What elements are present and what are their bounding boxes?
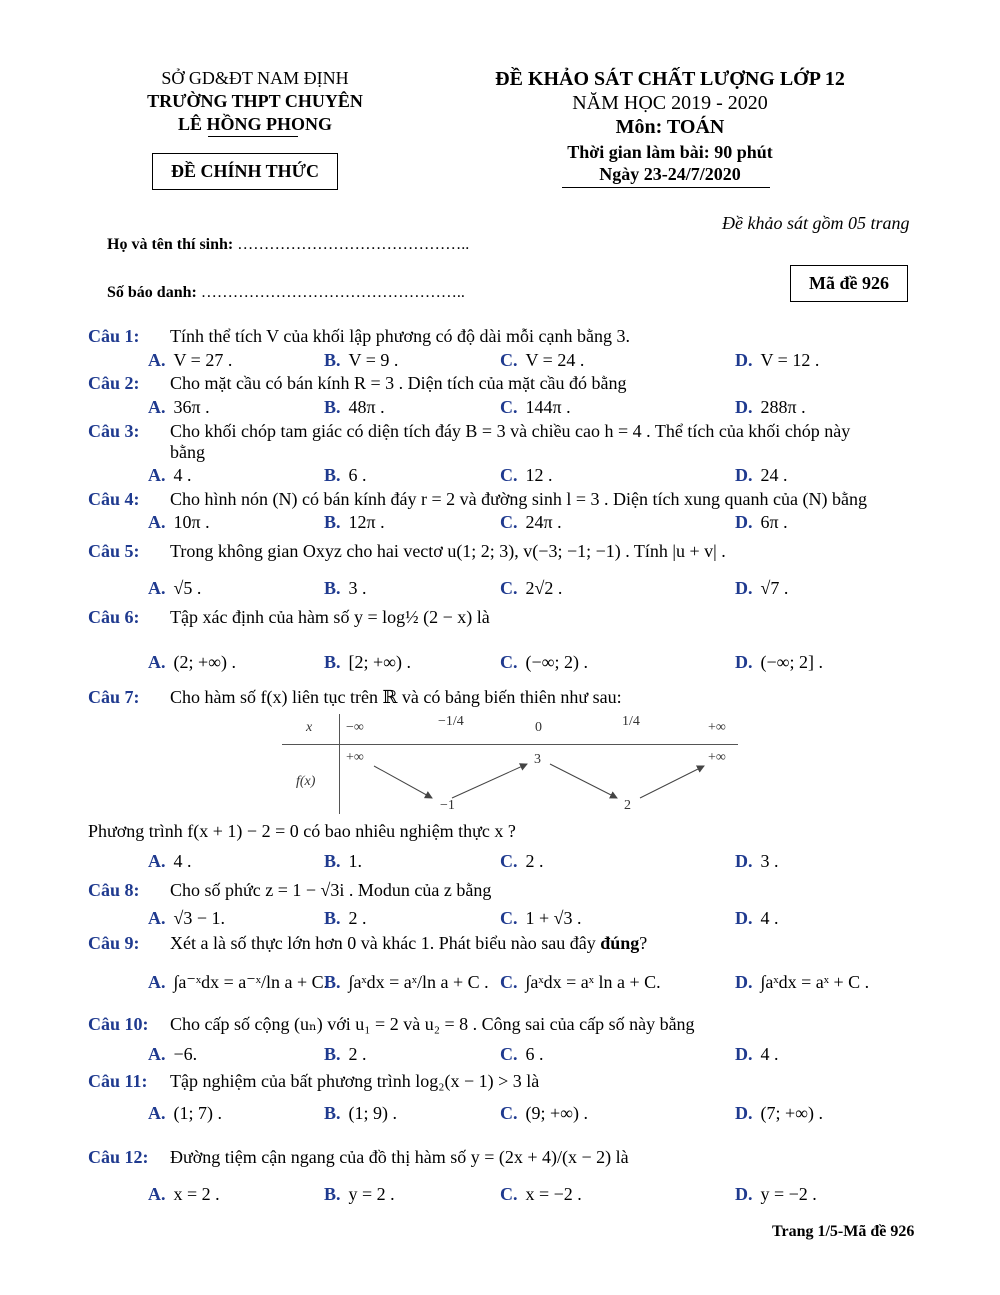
question-number: Câu 9: [88,933,140,953]
option-a: A. (1; 7) . [148,1103,222,1123]
option-b: B. 12π . [324,512,385,532]
option-d: D. 6π . [735,512,788,532]
exam-title: ĐỀ KHẢO SÁT CHẤT LƯỢNG LỚP 12 [495,68,845,90]
x-label: x [306,720,313,735]
candidate-id-line [107,284,465,302]
fx-label: f(x) [296,774,316,789]
option-c: C. 6 . [500,1044,544,1064]
official-exam-box [152,153,338,190]
question-text: Cho hàm số f(x) liên tục trên ℝ và có bảng biến thiên như sau: [170,687,622,707]
question-number: Câu 7: [88,687,140,707]
option-c: C. (9; +∞) . [500,1103,588,1123]
candidate-name-line [107,236,469,254]
option-c: C. 12 . [500,465,553,485]
question-number: Câu 2: [88,373,140,393]
x-value: −∞ [346,720,364,735]
question-4-options [148,512,948,536]
option-b: B. [2; +∞) . [324,652,411,672]
date-underline [562,187,770,188]
question-number: Câu 1: [88,326,140,346]
option-d: D. (7; +∞) . [735,1103,823,1123]
f-value: +∞ [346,750,364,765]
question-text: Cho hình nón (N) có bán kính đáy r = 2 và đường sinh l = 3 . Diện tích xung quanh của (N) bằng [170,489,867,509]
option-d: D. y = −2 . [735,1184,817,1204]
variation-arrows [282,714,738,814]
option-a: A. x = 2 . [148,1184,220,1204]
question-9-options [148,972,948,996]
f-value: 2 [624,798,631,813]
option-d: D. 288π . [735,397,806,417]
variation-table [282,714,738,814]
question-text: Xét a là số thực lớn hơn 0 và khác 1. Phát biểu nào sau đây đúng? [170,933,648,953]
option-a: A. (2; +∞) . [148,652,236,672]
option-b: B. (1; 9) . [324,1103,398,1123]
option-b: B. 2 . [324,908,367,928]
question-text: Cho mặt cầu có bán kính R = 3 . Diện tích của mặt cầu đó bằng [170,373,627,393]
option-c: C. 2 . [500,851,544,871]
exam-code: Mã đề 926 [809,273,889,293]
option-d: D. V = 12 . [735,350,820,370]
question-number: Câu 8: [88,880,140,900]
question-number: Câu 3: [88,421,140,441]
option-b: B. ∫aˣdx = aˣ/ln a + C . [324,972,489,992]
question-text: Tập nghiệm của bất phương trình log₂(x − 1) > 3 là [170,1071,540,1091]
option-b: B. 6 . [324,465,367,485]
option-a: A. ∫a⁻ˣdx = a⁻ˣ/ln a + C. [148,972,329,992]
arrow-decreasing [550,764,617,798]
option-c: C. V = 24 . [500,350,585,370]
option-b: B. 3 . [324,578,367,598]
f-value: 3 [534,752,541,767]
question-6-options [148,652,948,676]
question-text: Cho số phức z = 1 − √3i . Modun của z bằng [170,880,492,900]
pages-note: Đề khảo sát gồm 05 trang [722,213,910,233]
question-12-options [148,1184,948,1208]
question-7-text-cont: Phương trình f(x + 1) − 2 = 0 có bao nhiêu nghiệm thực x ? [88,821,516,841]
question-text: Trong không gian Oxyz cho hai vectơ u(1; 2; 3), v(−3; −1; −1) . Tính |u + v| . [170,541,726,561]
option-c: C. 2√2 . [500,578,563,598]
option-b: B. 1. [324,851,363,871]
option-b: B. 48π . [324,397,385,417]
question-1-options [148,350,948,374]
question-5-options [148,578,948,602]
question-8-options [148,908,948,932]
f-value: +∞ [708,750,726,765]
option-a: A. √3 − 1. [148,908,226,928]
x-value: +∞ [708,720,726,735]
option-b: B. V = 9 . [324,350,399,370]
question-text: Cho cấp số cộng (uₙ) với u₁ = 2 và u₂ = 8 . Công sai của cấp số này bằng [170,1014,695,1034]
question-3-options [148,465,948,489]
option-c: C. x = −2 . [500,1184,582,1204]
arrow-increasing [640,766,704,798]
question-number: Câu 6: [88,607,140,627]
option-d: D. ∫aˣdx = aˣ + C . [735,972,870,992]
question-number: Câu 10: [88,1014,149,1034]
option-a: A. 4 . [148,851,192,871]
f-value: −1 [440,798,455,813]
option-d: D. 4 . [735,1044,779,1064]
subject: Môn: TOÁN [615,116,725,138]
page-footer: Trang 1/5-Mã đề 926 [772,1223,915,1240]
question-2-options [148,397,948,421]
exam-date: Ngày 23-24/7/2020 [599,164,741,184]
option-d: D. 24 . [735,465,788,485]
question-text: Tính thể tích V của khối lập phương có độ dài mỗi cạnh bằng 3. [170,326,631,346]
question-number: Câu 11: [88,1071,148,1091]
option-a: A. √5 . [148,578,202,598]
option-d: D. √7 . [735,578,789,598]
candidate-id-dots: ………………………………………….. [200,284,465,301]
option-c: C. 144π . [500,397,571,417]
question-10-options [148,1044,948,1068]
question-number: Câu 12: [88,1147,149,1167]
option-c: C. 24π . [500,512,562,532]
exam-code-box [790,265,908,302]
x-value: −1/4 [438,714,464,729]
option-a: A. V = 27 . [148,350,233,370]
question-3-text-cont: bằng [170,442,205,462]
option-d: D. 4 . [735,908,779,928]
question-11-options [148,1103,948,1127]
question-7-options [148,851,948,875]
x-value: 0 [535,720,542,735]
candidate-id-label: Số báo danh: [107,284,197,301]
option-c: C. 1 + √3 . [500,908,582,928]
question-number: Câu 5: [88,541,140,561]
option-a: A. 36π . [148,397,210,417]
arrow-increasing [452,764,527,798]
option-c: C. (−∞; 2) . [500,652,588,672]
school-underline [208,136,298,137]
school-name-line1: TRƯỜNG THPT CHUYÊN [147,91,363,111]
question-text: Tập xác định của hàm số y = log½ (2 − x) là [170,607,490,627]
option-c: C. ∫aˣdx = aˣ ln a + C. [500,972,661,992]
school-year: NĂM HỌC 2019 - 2020 [572,92,768,114]
school-name-line2: LÊ HỒNG PHONG [177,114,332,134]
question-text: Cho khối chóp tam giác có diện tích đáy B = 3 và chiều cao h = 4 . Thể tích của khối chóp này [170,421,851,441]
official-exam-label: ĐỀ CHÍNH THỨC [170,161,320,181]
option-a: A. 10π . [148,512,210,532]
option-a: A. 4 . [148,465,192,485]
exam-duration: Thời gian làm bài: 90 phút [567,142,773,162]
question-text: Đường tiệm cận ngang của đồ thị hàm số y = (2x + 4)/(x − 2) là [170,1147,629,1167]
emphasis-correct: đúng [600,933,640,953]
x-value: 1/4 [622,714,640,729]
option-d: D. 3 . [735,851,779,871]
option-d: D. (−∞; 2] . [735,652,823,672]
candidate-name-label: Họ và tên thí sinh: [107,236,234,253]
option-a: A. −6. [148,1044,198,1064]
option-b: B. 2 . [324,1044,367,1064]
candidate-name-dots: …………………………………….. [237,236,470,253]
arrow-decreasing [374,766,432,798]
question-number: Câu 4: [88,489,140,509]
option-b: B. y = 2 . [324,1184,395,1204]
dept-name: SỞ GD&ĐT NAM ĐỊNH [161,68,349,88]
